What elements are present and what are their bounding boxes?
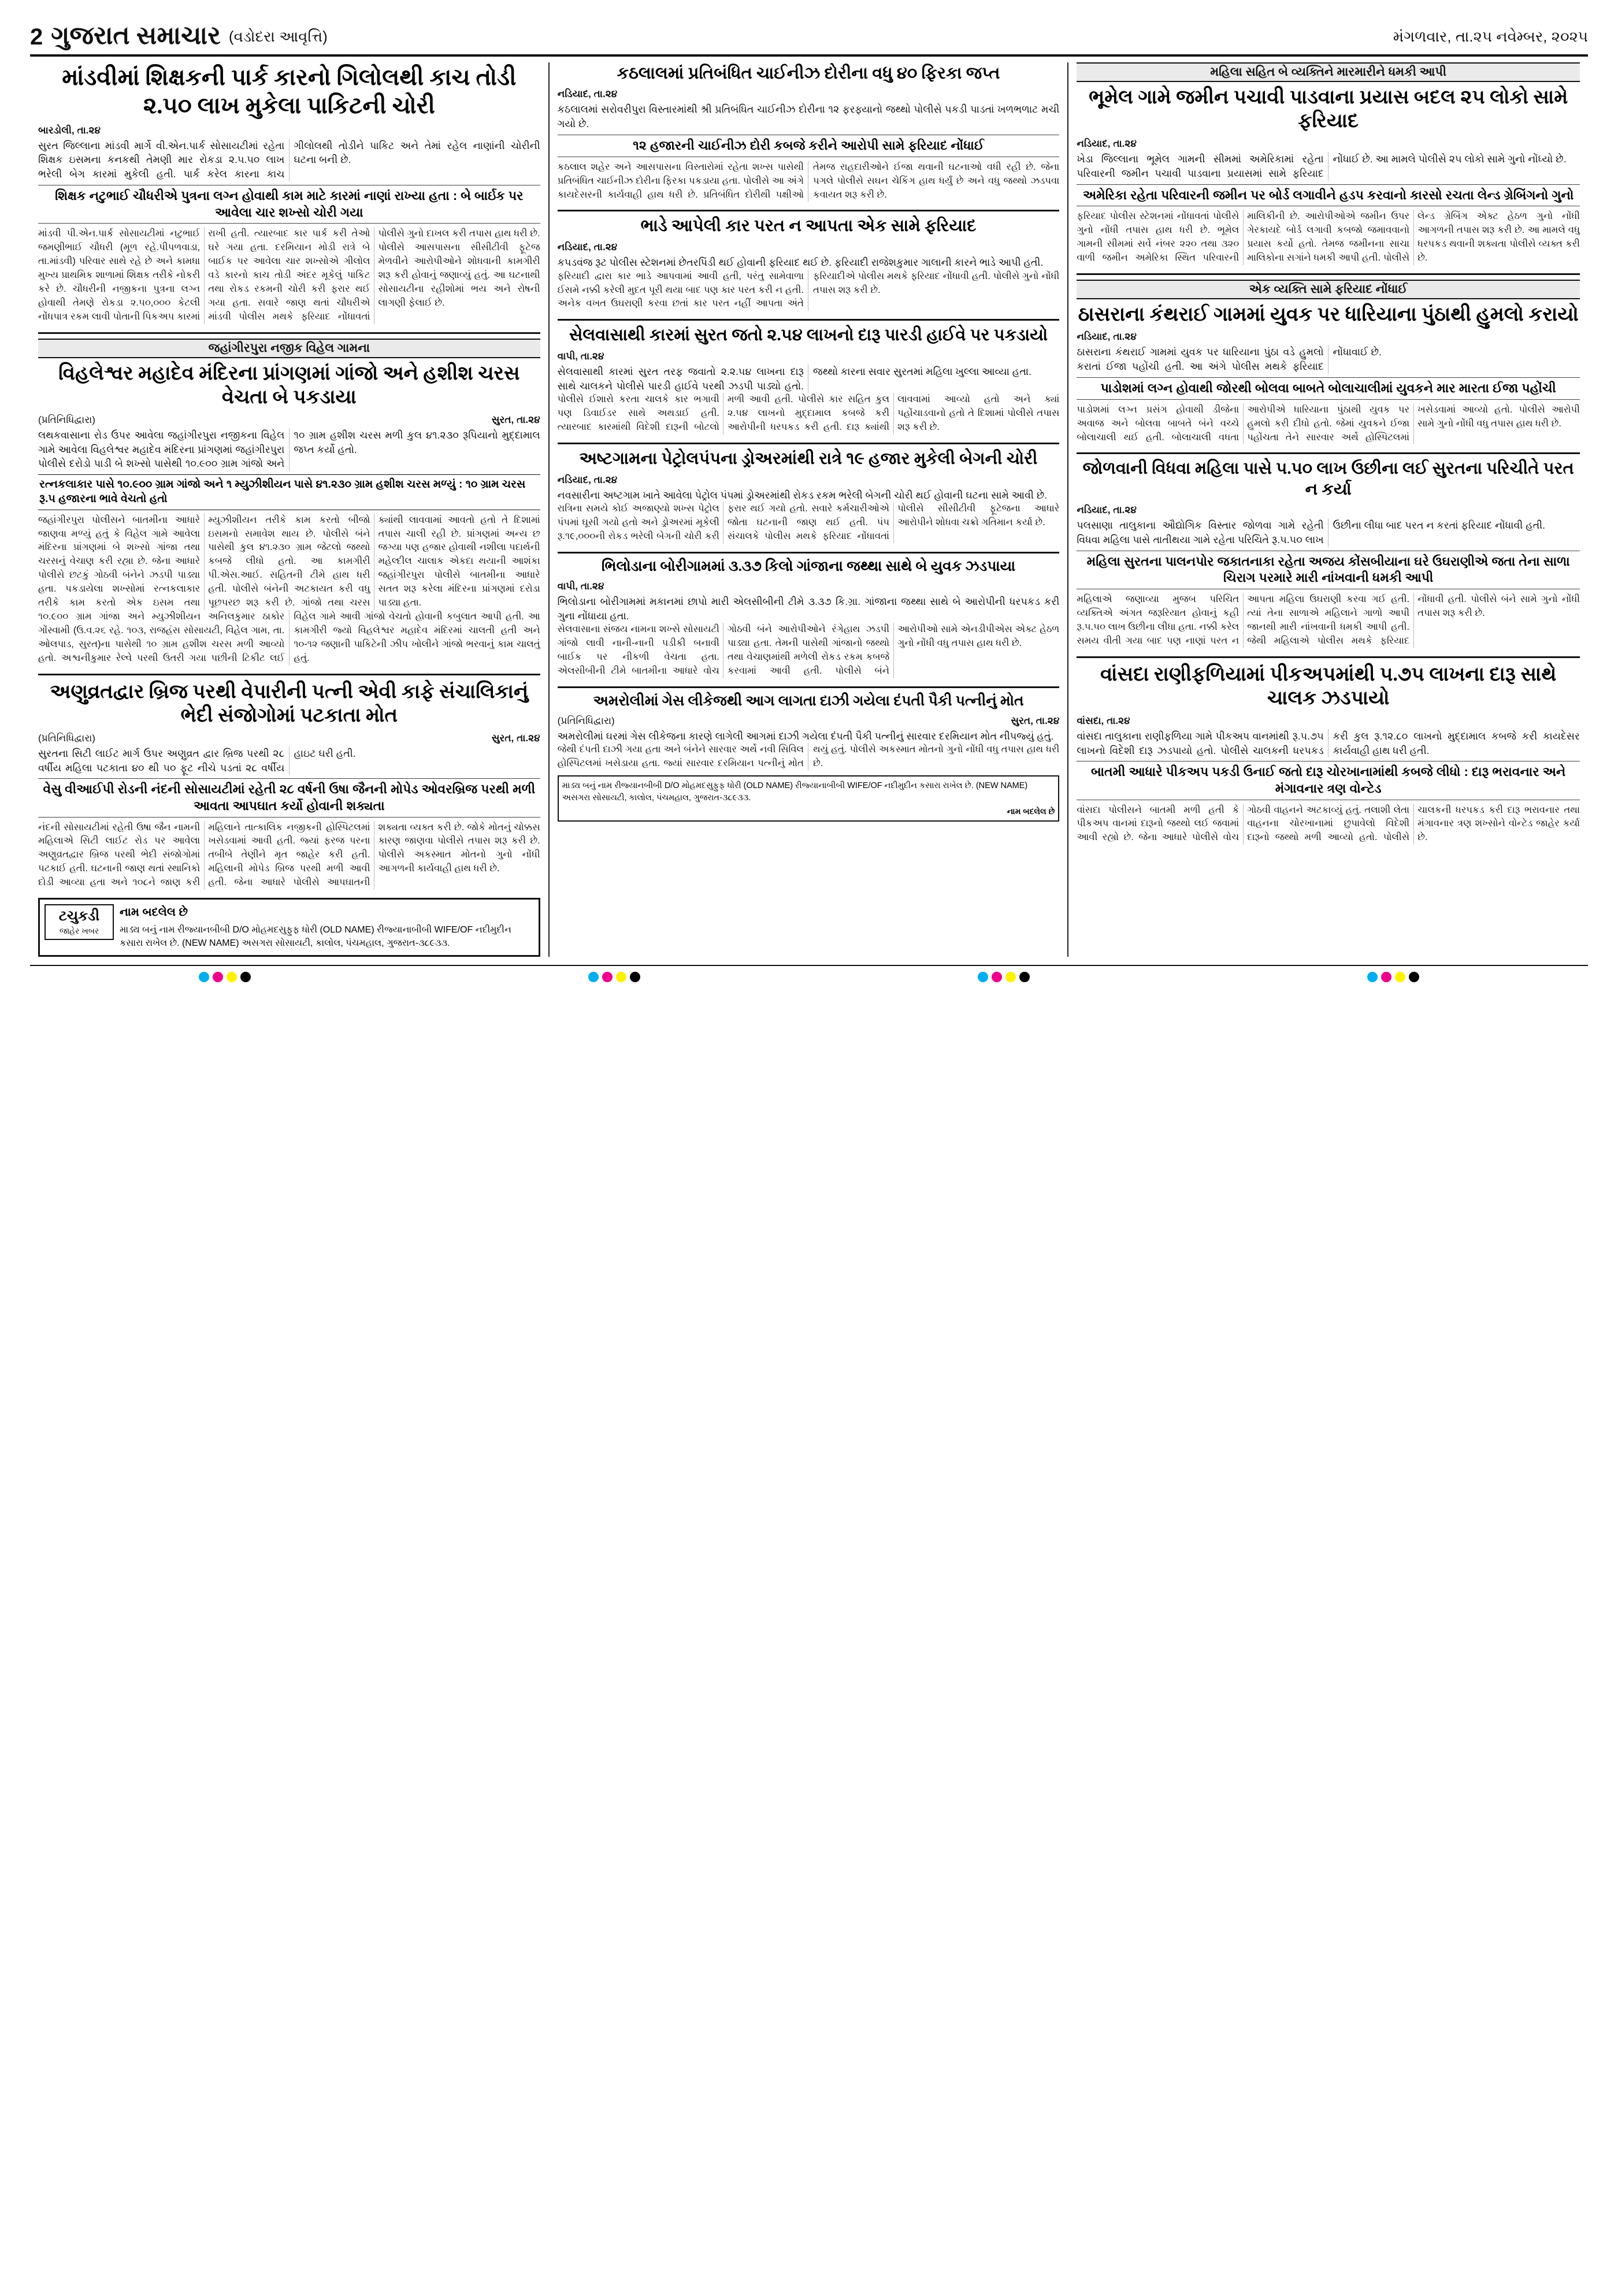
notice-box	[558, 775, 1060, 822]
byline	[558, 474, 1060, 486]
magenta-dot	[1381, 972, 1391, 982]
kicker: જહાંગીરપુરા નજીક વિહેલ ગામના	[38, 339, 540, 358]
article-vansda-pickup	[1077, 663, 1580, 845]
body-text: વાંસદા પોલીસને બાતમી મળી હતી કે પીકઅપ વાનમાં દારૂનો જથ્થો લઈ જવામાં આવી રહ્યો છે. જેના આધારે પોલીસે વોચ ગોઠવી વાહનને અટકાવ્યું હતું. તલાશી લેતા વાહનના ચોરખાનામાં છુપાવેલો વિદેશી દારૂનો જથ્થો મળી આવ્યો હતો. પોલીસે ચાલકની ધરપકડ કરી દારૂ ભરાવનાર તથા મંગાવનાર ત્રણ શખ્સોને વોન્ટેડ જાહેર કર્યા છે.	[1077, 804, 1580, 843]
subheadline: શિક્ષક નટુભાઈ ચૌધરીએ પુત્રના લગ્ન હોવાથી કામ માટે કારમાં નાણાં રાખ્યા હતા : બે બાર્ઇક પર આવેલા ચાર શખ્સો ચોરી ગયા	[38, 185, 540, 224]
ad-logo-text: ટચુકડી	[58, 908, 100, 924]
article-bhumel-land	[1077, 62, 1580, 265]
article-widow-fraud	[1077, 459, 1580, 648]
section-divider	[558, 210, 1060, 211]
lead-paragraph: નવસારીના અષ્ટગામ ખાતે આવેલા પેટ્રોલ પંપમાં ડ્રોઅરમાંથી રોકડ રકમ ભરેલી બેગની ચોરી થઈ હોવાની ઘટના સામે આવી છે.	[557, 489, 1048, 501]
byline	[38, 733, 540, 744]
byline-credit: (પ્રતિનિધિદ્વારા)	[557, 715, 615, 726]
byline-place: નડિયાદ, તા.૨૪	[557, 88, 618, 100]
cyan-dot	[978, 972, 988, 982]
body-text: સેલવાસાના સંજય નામના શખ્સે સોસાયટી ગાંજો લાવી નાની-નાની પડીકી બનાવી બાઈક પર નીકળી વેચતા હતા. એલસીબીની ટીમે બાતમીના આધારે વોચ ગોઠવી બંને આરોપીઓને રંગેહાથ ઝડપી પાડ્યા હતા. તેમની પાસેથી ગાંજાનો જથ્થો તથા વેચાણમાંથી મળેલી રોકડ રકમ કબજે કરવામાં આવી હતી. પોલીસે બંને આરોપીઓ સામે એનડીપીએસ એક્ટ હેઠળ ગુનો નોંધી વધુ તપાસ હાથ ધરી છે.	[557, 624, 1060, 677]
lead-paragraph: ભિલોડાના બોરીગામમાં મકાનમાં છાપો મારી એલસીબીની ટીમે ૩.૩૭ કિ.ગ્રા. ગાંજાના જથ્થા સાથે બે આરોપીની ધરપકડ કરી ગુના નોંધાયા હતા.	[557, 595, 1060, 622]
byline-place: નડિયાદ, તા.૨૪	[557, 241, 618, 252]
article-kathlal-chinese-dori	[558, 64, 1060, 202]
byline-place: નડિયાદ, તા.૨૪	[557, 474, 618, 485]
byline	[558, 351, 1060, 362]
lead-paragraph: ખેડા જિલ્લાના ભૂમેલ ગામની સીમમાં અમેરિકામાં રહેતા પરિવારની જમીન પચાવી પાડવાના પ્રયાસમાં સામે ફરિયાદ નોંધાઈ છે. આ મામલે પોલીસે ૨૫ લોકો સામે ગુનો નોંધ્યો છે.	[1077, 153, 1567, 179]
headline: માંડવીમાં શિક્ષકની પાર્ક કારનો ગિલોલથી કાચ તોડી ૨.૫૦ લાખ મુકેલા પાકિટની ચોરી	[62, 64, 517, 118]
page-grid	[30, 62, 1588, 957]
cyan-dot	[588, 972, 599, 982]
byline	[558, 715, 1060, 727]
headline: અષ્ટગામના પેટ્રોલપંપના ડ્રોઅરમાંથી રાત્રે ૧૯ હજાર મુકેલી બેગની ચોરી	[579, 449, 1038, 469]
article-bhiloda-ganja	[558, 558, 1060, 678]
headline: ભૂમેલ ગામે જમીન પચાવી પાડવાના પ્રયાસ બદલ ૨૫ લોકો સામે ફરિયાદ	[1089, 87, 1568, 132]
lead-paragraph: ઠાસરાના કંથરાઈ ગામમાં યુવક પર ધારિયાના પુંઠા વડે હુમલો કરાતાં ઈજા પહોંચી હતી. આ અંગે પોલીસ મથકે ફરિયાદ નોંધાવાઈ છે.	[1077, 346, 1382, 373]
body-text: કઠલાલ શહેર અને આસપાસના વિસ્તારોમાં રહેતા શખ્સ પાસેથી પ્રતિબંધિત ચાઈનીઝ દોરીના ફિરકા પકડાયા હતા. પોલીસે આ અંગે કાયદેસરની કાર્યવાહી હાથ ધરી છે. પ્રતિબંધિત દોરીથી પક્ષીઓ તેમજ રાહદારીઓને ઈજા થવાની ઘટનાઓ વધી રહી છે. જેના પગલે પોલીસે સઘન ચેકિંગ હાથ ધર્યું છે અને વધુ જથ્થો ઝડપવા કવાયત શરૂ કરી છે.	[557, 161, 1060, 200]
section-divider	[1077, 273, 1580, 275]
article-mandvi-theft	[38, 64, 540, 324]
byline	[1077, 331, 1580, 343]
lead-paragraph: સુરતના સિટી લાઈટ માર્ગ ઉપર અણુવ્રત દ્વાર બ્રિજ પરથી ૨૮ વર્ષીય મહિલા પટકાતા ૪૦ થી ૫૦ ફૂટ નીચે પડતાં ૨૮ વર્ષીય હાઇટ ઘરી હતી.	[38, 747, 356, 774]
byline-place: વાંસદા, તા.૨૪	[1077, 715, 1130, 726]
paper-name: ગુજરાત સમાચાર	[51, 21, 221, 50]
black-dot	[240, 972, 251, 982]
byline	[38, 414, 540, 426]
article-rental-car	[558, 216, 1060, 311]
yellow-dot	[1005, 972, 1016, 982]
subheadline: વેસુ વીઆઈપી રોડની નંદની સોસાયટીમાં રહેતી ૨૮ વર્ષની ઉષા જૈનની મોપેડ ઓવરબ્રિજ પરથી મળી આવતા આપઘાત કર્યો હોવાની શક્યતા	[38, 778, 540, 817]
body-text: જહાંગીરપુરા પોલીસને બાતમીના આધારે જાણવા મળ્યું હતું કે વિહેલ ગામે આવેલા મંદિરના પ્રાંગણમાં બે શખ્સો ગાંજા તથા ચરસનું વેચાણ કરી રહ્યા છે. જેના આધારે પોલીસે છટકું ગોઠવી બંનેને ઝડપી પાડ્યા હતા. પકડાયેલા શખ્સોમાં રત્નકલાકાર તરીકે કામ કરતો એક ઇસમ તથા મ્યુઝીશીયન તરીકે કામ કરતો બીજો ઇસમનો સમાવેશ થાય છે. પોલીસે બંને પાસેથી કુલ ૪૧.૨૩૦ ગ્રામ જેટલો જથ્થો કબજે લીધો હતો. આ કામગીરી પી.એસ.આઈ. સહિતની ટીમે હાથ ધરી હતી. પોલીસે બંનેની અટકાયત કરી વધુ પૂછપરછ શરૂ કરી છે. ગાંજો તથા ચરસ ક્યાંથી લાવવામાં આવતો હતો તે દિશામાં તપાસ ચાલી રહી છે. પ્રાંગણમાં અન્ય છ જગ્યા પણ હજાર હોવાથી નશીલા પદાર્થની મહેલ્દીલ ચાલાક એકદા થયાની આશંકા જહાંગીરપુરા પોલીસે બાતમીના આધારે સતત શરૂ કરેલા મંદિરના પ્રાંગણમાં દરોડા પાડ્યા હતા.	[38, 514, 540, 608]
ad-logo	[44, 904, 114, 940]
body-text: મહિલાએ જણાવ્યા મુજબ પરિચિત વ્યક્તિએ અંગત જરૂરિયાત હોવાનું કહી રૂ.૫.૫૦ લાખ ઉછીના લીધા હતા. નક્કી કરેલ સમય વીતી ગયા બાદ પણ નાણાં પરત ન આપતા મહિલા ઉઘરાણી કરવા ગઈ હતી. ત્યાં તેના સાળાએ મહિલાને ગાળો આપી જાનથી મારી નાંખવાની ધમકી આપી હતી. જેથી મહિલાએ પોલીસ મથકે ફરિયાદ નોંધાવી હતી. પોલીસે બંને સામે ગુનો નોંધી તપાસ શરૂ કરી છે.	[1077, 594, 1580, 646]
byline-place: વાપી, તા.૨૪	[557, 350, 604, 362]
page-number: 2	[30, 24, 43, 50]
headline: વિહલેશ્વર મહાદેવ મંદિરના પ્રાંગણમાં ગાંજો અને હશીશ ચરસ વેચતા બે પકડાયા	[58, 362, 520, 408]
byline	[558, 88, 1060, 100]
ad-text: માડ્ય બનું નામ રીજ્યાનબીબી D/O મોહમદસુફુફ ધોરી (OLD NAME) રીજ્યાનાબીબી WIFE/OF નદીમુદીન કસારા રાખેલ છે. (NEW NAME) અસગરા સોસાયટી, કાલોલ, પંચમહાલ, ગુજરાત-૩૮૯૩૩.	[120, 925, 511, 949]
black-dot	[1409, 972, 1419, 982]
headline: અમરોલીમાં ગેસ લીકેજથી આગ લાગતા દાઝી ગયેલા દંપતી પૈકી પત્નીનું મોત	[593, 693, 1024, 709]
byline-place: બારડોલી, તા.૨૪	[38, 124, 101, 136]
article-petrol-pump-theft	[558, 449, 1060, 544]
section-divider	[38, 332, 540, 334]
byline-place: સુરત, તા.૨૪	[491, 732, 540, 744]
lead-paragraph: પલસાણા તાલુકાના ઔદ્યોગિક વિસ્તાર જોળવા ગામે રહેતી વિધવા મહિલા પાસે તાતીથયા ગામે રહેતા પરિચિતે રૂ.૫.૫૦ લાખ ઉછીના લીધા બાદ પરત ન કરતાં ફરિયાદ નોંધાવી હતી.	[1077, 519, 1546, 546]
article-thasra-attack	[1077, 280, 1580, 445]
byline-credit: (પ્રતિનિધિદ્વારા)	[38, 414, 95, 425]
section-divider	[1077, 656, 1580, 658]
subheadline: બાતમી આધારે પીકઅપ પકડી ઉનાઈ જતો દારૂ ચોરખાનામાંથી કબજે લીધો : દારૂ ભરાવનાર અને મંગાવનાર ત્રણ વોન્ટેડ	[1077, 761, 1580, 800]
column-1	[30, 62, 550, 957]
registration-dot-set	[1367, 972, 1419, 982]
body-text-secondary: ૧૦.૯૦૦ ગ્રામ ગાંજા અને મ્યુઝીશીયન અનિલકુમાર ઠાકોર ગોંસ્વામી (ઉ.વ.૨૬ રહે. ૧૦૩, રાજહંસ સોસાયટી, વિહેલ ગામ, તા. ઓલપાડ, સુરત)ના પાસેથી ૧૦ ગ્રામ હશીશ ચરસ મળી આવ્યો હતો. અશ્વનીકુમાર રેલ્વે પરથી ઉતરી ગયા પછીની ટિકીટ લઈ વિહેલ ગામે આવી ગાંજો વેચતો હોવાની કબુલાત આપી હતી. આ કામગીરી જ્યો વિહલેશ્વર મહાદેવ મંદિરમાં ચાલતી હતી અને ૧૦-૧૨ જણાની પાકિટેની ઝીપ ખોલીને ગાંજો ભરવાનું કામ ચાલતું હતું.	[38, 611, 540, 663]
registration-dot-set	[199, 972, 251, 982]
byline	[558, 242, 1060, 253]
yellow-dot	[616, 972, 626, 982]
byline-place: નડિયાદ, તા.૨૪	[1077, 138, 1137, 149]
headline: વાંસદા રાણીફળિયામાં પીકઅપમાંથી ૫.૭૫ લાખના દારૂ સાથે ચાલક ઝડપાયો	[1100, 663, 1557, 709]
article-amroli-gas-leak	[558, 693, 1060, 822]
lead-paragraph: અમરોલીમાં ઘરમાં ગેસ લીકેજના કારણે લાગેલી આગમાં દાઝી ગયેલા દંપતી પૈકી પત્નીનું સારવાર દરમિયાન મોત નીપજ્યું હતું.	[557, 730, 1054, 742]
byline-place: નડિયાદ, તા.૨૪	[1077, 331, 1137, 343]
body-text: જેથી દંપતી દાઝી ગયા હતા અને બંનેને સારવાર અર્થે નવી સિવિલ હોસ્પિટલમાં ખસેડાયા હતા. જ્યાં સારવાર દરમિયાન પત્નીનું મોત થયું હતું. પોલીસે અકસ્માત મોતનો ગુનો નોંધી વધુ તપાસ હાથ ધરી છે.	[557, 744, 1060, 769]
subheadline: અમેરિકા રહેતા પરિવારની જમીન પર બોર્ડ લગાવીને હડપ કરવાનો કારસો રચતા લેન્ડ ગ્રેબિંગનો ગુનો	[1077, 184, 1580, 207]
body-text: માંડવી પી.એન.પાર્ક સોસાયટીમાં નટુભાઈ જમણીભાઈ ચૌધરી (મૂળ રહે.પીપળવાડા, તા.માંડવી) પરિવાર સાથે રહે છે અને કામધા મુખ્ય પ્રાથમિક શાળામાં શિક્ષક તરીકે નોકરી કરે છે. ચૌધરીની નજીકના પુત્રના લગ્ન હોવાથી તેમણે રોકડા ૨.૫૦,૦૦૦ કેટલી નોંધપાત્ર રકમ લાવી પોતાની પિકઅપ કારમાં રાખી હતી. ત્યારબાદ કાર પાર્ક કરી તેઓ ઘરે ગયા હતા. દરમિયાન મોડી રાત્રે બે બાઈક પર આવેલા ચાર શખ્સોએ ગીલોલ વડે કારનો કાચ તોડી અંદર મૂકેલું પાકિટ તથા રોકડ રકમની ચોરી કરી ફરાર થઈ ગયા હતા. સવારે જાણ થતાં ચૌધરીએ માંડવી પોલીસ મથકે ફરિયાદ નોંધાવતાં પોલીસે ગુનો દાખલ કરી તપાસ હાથ ધરી છે. પોલીસે આસપાસના સીસીટીવી ફૂટેજ મેળવીને આરોપીઓને શોધવાની કામગીરી શરૂ કરી હોવાનું જણાવ્યું હતું. આ ઘટનાથી સોસાયટીના રહીશોમાં ભય અને રોષની લાગણી ફેલાઈ છે.	[38, 228, 540, 322]
headline: ભિલોડાના બોરીગામમાં ૩.૩૭ કિલો ગાંજાના જથ્થા સાથે બે યુવક ઝડપાયા	[601, 559, 1016, 575]
edition-label: (વડોદરા આવૃત્તિ)	[228, 28, 328, 45]
notice-text: માડ્ય બનું નામ રીજ્યાનબીબી D/O મોહમદસુફુફ ધોરી (OLD NAME) રીજ્યાનાબીબી WIFE/OF નદીમુદીન કસારા રાખેલ છે. (NEW NAME) અસગરા સોસાયટી, કાલોલ, પંચમહાલ, ગુજરાત-૩૮૯૩૩.	[562, 781, 1028, 803]
byline-credit: (પ્રતિનિધિદ્વારા)	[38, 732, 95, 744]
byline	[38, 125, 540, 136]
lead-paragraph: સેલવાસાથી કારમાં સુરત તરફ જવાતો ૨.૨.૫૪ લાખના દારૂ સાથે ચાલકને પોલીસે પારડી હાઈવે પરથી ઝડપી પાડ્યો હતો. જથ્થો કારના સવાર સુરતમાં મહિલા ખુલ્લા આવ્યા હતા.	[557, 365, 1031, 392]
lead-paragraph: કઠલાલમાં સરોવરીપુરા વિસ્તારમાંથી શ્રી પ્રતિબંધિત ચાઈનીઝ દોરીના ૧૨ ફરફ્યાનો જથ્થો પોલીસે પકડી પાડતાં ખળભળાટ મચી ગયો છે.	[557, 103, 1060, 130]
ad-title: નામ બદલેલ છે	[120, 906, 188, 919]
section-divider	[558, 552, 1060, 553]
black-dot	[630, 972, 640, 982]
byline-place: નડિયાદ, તા.૨૪	[1077, 504, 1137, 516]
masthead	[30, 23, 1588, 57]
yellow-dot	[1395, 972, 1405, 982]
section-divider	[558, 319, 1060, 321]
magenta-dot	[992, 972, 1002, 982]
headline: ભાડે આપેલી કાર પરત ન આપતા એક સામે ફરિયાદ	[640, 217, 977, 236]
article-selvasa-liquor	[558, 325, 1060, 434]
magenta-dot	[213, 972, 223, 982]
headline: ઠાસરાના કંથરાઈ ગામમાં યુવક પર ધારિયાના પુંઠાથી હુમલો કરાયો	[1078, 303, 1579, 325]
ad-logo-subtext: જાહેર ખબર	[59, 926, 99, 935]
masthead-left	[30, 23, 328, 49]
body-text: પોલીસે ઈશારો કરતા ચાલકે કાર ભગાવી પણ ડિવાઈડર સાથે અથડાઈ હતી. ત્યારબાદ કારમાંથી વિદેશી દારૂની બોટલો મળી આવી હતી. પોલીસે કાર સહિત કુલ ૨.૫૪ લાખનો મુદ્દામાલ કબજે કરી આરોપીની ધરપકડ કરી હતી. દારૂ ક્યાંથી લાવવામાં આવ્યો હતો અને ક્યાં પહોંચાડવાનો હતો તે દિશામાં પોલીસે તપાસ શરૂ કરી છે.	[557, 394, 1060, 433]
color-registration-bar	[30, 965, 1588, 982]
byline	[1077, 715, 1580, 727]
classified-ad[interactable]	[38, 898, 540, 956]
headline: કઠલાલમાં પ્રતિબંધિત ચાઈનીઝ દોરીના વધુ ૪૦ ફિરકા જપ્ત	[617, 64, 1000, 83]
date-line: મંગળવાર, તા.૨૫ નવેમ્બર, ૨૦૨૫	[1393, 28, 1588, 45]
cyan-dot	[1367, 972, 1378, 982]
headline: સેલવાસાથી કારમાં સુરત જતો ૨.૫૪ લાખનો દારૂ પારડી હાઈવે પર પકડાયો	[569, 326, 1048, 345]
article-vihaleshwar-ganja	[38, 339, 540, 666]
subheadline: ૧૨ હજારની ચાઈનીઝ દોરી કબજે કરીને આરોપી સામે ફરિયાદ નોંધાઈ	[558, 135, 1060, 157]
kicker: મહિલા સહિત બે વ્યક્તિને મારમારીને ધમકી આપી	[1077, 62, 1580, 82]
pull-quote: રત્નકલાકાર પાસે ૧૦.૯૦૦ ગ્રામ ગાંજો અને ૧ મ્યુઝીશીયન પાસે ૪૧.૨૩૦ ગ્રામ હશીશ ચરસ મળ્યું : ૧૦ ગ્રામ ચરસ રૂ.૫ હજારના ભાવે વેચતો હતો	[38, 474, 540, 510]
lead-paragraph: સુરત જિલ્લાના માંડવી માર્ગે વી.એન.પાર્ક સોસાયટીમાં રહેતા શિક્ષક ઇસમના કનકથી તેમણી માર રોકડા ૨.૫.૫૦ લાખ ભરેલી બેગ કારમાં મુકેલી હતી. પાર્ક કરેલ કારના કાચ ગીલોલથી તોડીને પાકિટ અને તેમાં રહેલ નાણાંની ચોરીની ઘટના બની છે.	[38, 139, 540, 180]
byline-place: સુરત, તા.૨૪	[491, 414, 540, 425]
section-divider	[1077, 452, 1580, 454]
section-divider	[558, 686, 1060, 688]
section-divider	[558, 443, 1060, 444]
column-3	[1068, 62, 1588, 957]
lead-paragraph: લથકવાસાના રોડ ઉપર આવેલા જહાંગીરપુરા નજીકના વિહેલ ગામે આવેલા વિહલેશ્વર મહાદેવ મંદિરના પ્રાંગણમાં જહાંગીરપુરા પોલીસે દરોડો પાડી બે શખ્સો પાસેથી ૧૦.૯૦૦ ગ્રામ ગાંજો અને ૧૦ ગ્રામ હશીશ ચરસ મળી કુલ ૪૧.૨૩૦ રૂપિયાનો મુદ્દામાલ જપ્ત કર્યો હતો.	[38, 429, 540, 470]
lead-paragraph: વાંસદા તાલુકાના રાણીફળિયા ગામે પીકઅપ વાનમાંથી રૂ.૫.૭૫ લાખનો વિદેશી દારૂ ઝડપાયો હતો. પોલીસે ચાલકની ધરપકડ કરી કુલ રૂ.૧૨.૮૦ લાખનો મુદ્દામાલ કબજે કરી કાયદેસર કાર્યવાહી હાથ ધરી હતી.	[1077, 730, 1580, 756]
byline-place: વાપી, તા.૨૪	[557, 580, 604, 592]
column-2	[550, 62, 1069, 957]
headline: જોળવાની વિધવા મહિલા પાસે ૫.૫૦ લાખ ઉછીના લઈ સુરતના પરિચીતે પરત ન કર્યા	[1082, 459, 1574, 499]
magenta-dot	[602, 972, 613, 982]
headline: અણુવ્રતદ્વાર બ્રિજ પરથી વેપારીની પત્ની એવી કાફે સંચાલિકાનું ભેદી સંજોગોમાં પટકાતા મોત	[50, 681, 529, 727]
kicker: એક વ્યક્તિ સામે ફરિયાદ નોંધાઈ	[1077, 280, 1580, 299]
article-anuvrat-bridge-death	[38, 680, 540, 890]
notice-signature: નામ બદલેલ છે	[1007, 806, 1055, 816]
registration-dot-set	[588, 972, 640, 982]
body-text: ફરિયાદ પોલીસ સ્ટેશનમાં નોંધાવતાં પોલીસે ગુનો નોંધી તપાસ હાથ ધરી છે. ભૂમેલ ગામની સીમમાં સર્વે નંબર ૨૨૦ તથા ૩૨૦ વાળી જમીન અમેરિકા સ્થિત પરિવારની માલિકીની છે. આરોપીઓએ જમીન ઉપર ગેરકાયદે બોર્ડ લગાવી કબજો જમાવવાનો પ્રયાસ કર્યો હતો. તેમજ જમીનના સાચા માલિકોના સગાંને ધમકી આપી હતી. પોલીસે લેન્ડ ગ્રેબિંગ એક્ટ હેઠળ ગુનો નોંધી આગળની તપાસ શરૂ કરી છે. આ મામલે વધુ ધરપકડ થવાની શક્યતા પોલીસે વ્યક્ત કરી છે.	[1077, 211, 1580, 263]
byline-place: સુરત, તા.૨૪	[1011, 715, 1060, 726]
body-text: ફરિયાદી દ્વારા કાર ભાડે આપવામાં આવી હતી, પરંતુ સામેવાળા ઈસમે નક્કી કરેલી મુદત પૂરી થયા બાદ પણ કાર પરત કરી ન હતી. અનેક વખત ઉઘરાણી કરવા છતાં કાર પરત નહીં આપતા અંતે ફરિયાદીએ પોલીસ મથકે ફરિયાદ નોંધાવી હતી. પોલીસે ગુનો નોંધી તપાસ શરૂ કરી છે.	[557, 270, 1060, 309]
byline	[1077, 504, 1580, 516]
ad-body	[120, 904, 534, 950]
yellow-dot	[227, 972, 237, 982]
cyan-dot	[199, 972, 209, 982]
lead-paragraph: કપડવંજ રૂટ પોલીસ સ્ટેશનમાં છેતરપિંડી થઈ હોવાની ફરિયાદ થઈ છે. ફરિયાદી રાજેશકુમાર ગાલાની કારને ભાડે આપી હતી.	[557, 256, 1044, 268]
byline	[558, 581, 1060, 592]
byline	[1077, 138, 1580, 150]
black-dot	[1019, 972, 1030, 982]
registration-dot-set	[978, 972, 1030, 982]
body-text: નંદની સોસાયટીમાં રહેતી ઉષા જૈન નામની મહિલાએ સિટી લાઈટ રોડ પર આવેલા અણુવ્રતદ્વાર બ્રિજ પરથી ભેદી સંજોગોમાં પટકાઈ હતી. ઘટનાની જાણ થતાં સ્થાનિકો દોડી આવ્યા હતા અને ૧૦૮ને જાણ કરી મહિલાને તાત્કાલિક નજીકની હોસ્પિટલમાં ખસેડવામાં આવી હતી. જ્યાં ફરજ પરના તબીબે તેણીને મૃત જાહેર કરી હતી. મહિલાની મોપેડ બ્રિજ પરથી મળી આવી હતી. જેના આધારે પોલીસે આપઘાતની શક્યતા વ્યક્ત કરી છે. જોકે મોતનું ચોક્કસ કારણ જાણવા પોલીસે તપાસ શરૂ કરી છે. પોલીસે અકસ્માત મોતનો ગુનો નોંધી આગળની કાર્યવાહી હાથ ધરી છે.	[38, 822, 540, 888]
subheadline: પાડોશમાં લગ્ન હોવાથી જોરથી બોલવા બાબતે બોલાચાલીમાં યુવકને માર મારતા ઈજા પહોંચી	[1077, 377, 1580, 400]
body-text: રાત્રિના સમયે કોઈ અજાણ્યો શખ્સ પેટ્રોલ પંપમાં ઘૂસી ગયો હતો અને ડ્રોઅરમાં મૂકેલી રૂ.૧૯,૦૦૦ની રોકડ ભરેલી બેગની ચોરી કરી ફરાર થઈ ગયો હતો. સવારે કર્મચારીઓએ જોતા ઘટનાની જાણ થઈ હતી. પંપ સંચાલકે પોલીસ મથકે ફરિયાદ નોંધાવતાં પોલીસે સીસીટીવી ફૂટેજના આધારે આરોપીને શોધવા ચક્રો ગતિમાન કર્યા છે.	[557, 503, 1060, 542]
body-text: પાડોશમાં લગ્ન પ્રસંગ હોવાથી ડીજેના અવાજ અને બોલવા બાબતે બંને વચ્ચે બોલાચાલી થઈ હતી. બોલાચાલી વધતા આરોપીએ ધારિયાના પુંઠાથી યુવક પર હુમલો કરી દીધો હતો. જેમાં યુવકને ઈજા પહોંચતા તેને સારવાર અર્થે હોસ્પિટલમાં ખસેડવામાં આવ્યો હતો. પોલીસે આરોપી સામે ગુનો નોંધી વધુ તપાસ હાથ ધરી છે.	[1077, 404, 1580, 443]
section-divider	[38, 674, 540, 675]
subheadline: મહિલા સુરતના પાલનપોર જકાતનાકા રહેતા અજય કોંસબીયાના ઘરે ઉઘરાણીએ જતા તેના સાળા ચિરાગ પરમારે મારી નાંખવાની ધમકી આપી	[1077, 551, 1580, 589]
